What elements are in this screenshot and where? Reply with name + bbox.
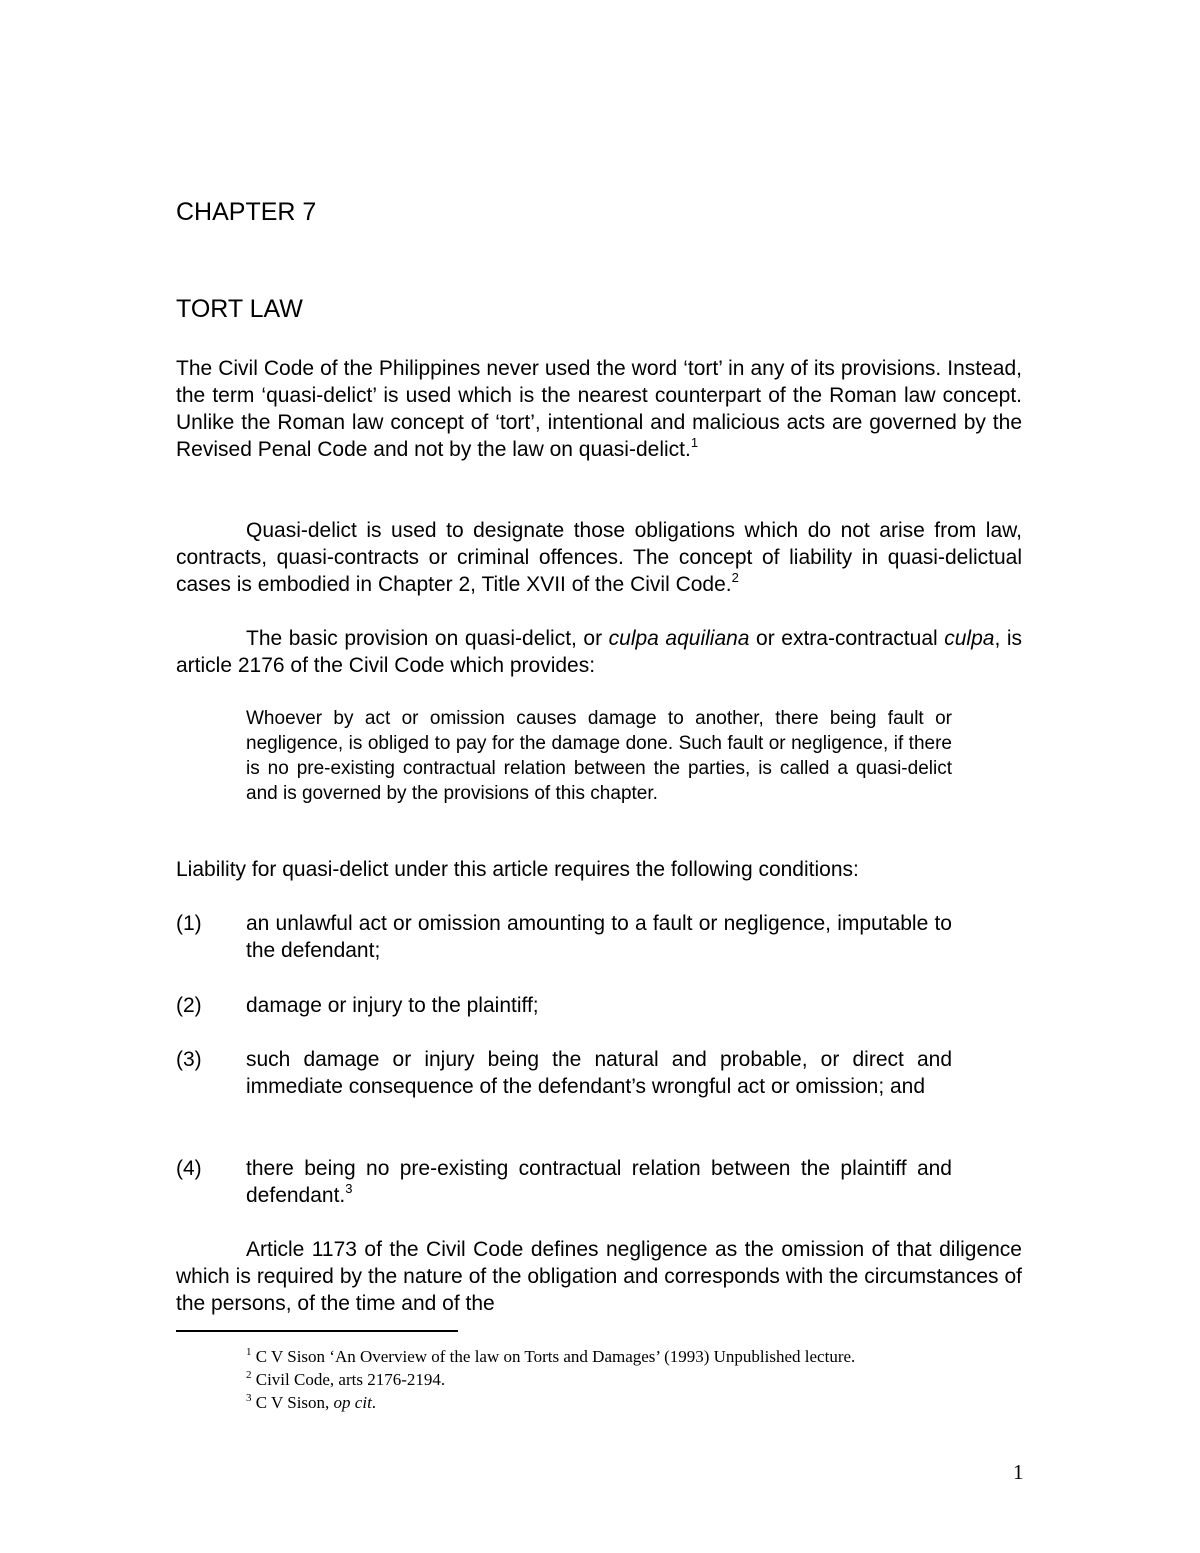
block-quote-article-2176: Whoever by act or omission causes damage to another, there being fault or negligence, is obliged to pay for the damage done. Such fault or negligence, if there is no pre-existing contractual relation between the parties, is called a quasi-delict and is governed by the provisions of this chapter. [246,708,952,804]
paragraph-text: , is article 2176 of the Civil Code which provides: [176,627,1022,677]
condition-text: there being no pre-existing contractual relation between the plaintiff and defendant. [246,1157,952,1207]
chapter-heading: CHAPTER 7 [176,198,317,226]
footnote-divider [176,1330,458,1332]
footnote-3 [246,1392,376,1414]
condition-number: (2) [176,994,202,1017]
paragraph-text: Quasi-delict is used to designate those obligations which do not arise from law, contracts, quasi-contracts or criminal offences. The concept of liability in quasi-delictual cases is embodied in Chapter 2, Title XVII of the Civil Code. [176,519,1022,596]
italic-term: culpa [944,627,995,650]
footnote-ref[interactable]: 3 [345,1181,353,1196]
footnote-text: C V Sison, [255,1393,334,1412]
paragraph-conditions-intro: Liability for quasi-delict under this article requires the following conditions: [176,858,859,881]
footnote-number: 3 [246,1392,252,1404]
footnote-ref[interactable]: 1 [690,435,699,450]
page-number: 1 [1013,1460,1024,1484]
paragraph-text: or extra-contractual [749,627,945,650]
condition-text: damage or injury to the plaintiff; [246,994,539,1017]
condition-number: (3) [176,1048,202,1071]
italic-term: culpa aquiliana [608,627,750,650]
chapter-title: TORT LAW [176,295,303,323]
condition-number: (1) [176,912,202,935]
condition-text: such damage or injury being the natural and probable, or direct and immediate consequence of the defendant’s wrongful act or omission; and [246,1048,952,1098]
footnote-text: Civil Code, arts 2176-2194. [255,1370,446,1389]
footnote-1 [246,1346,855,1368]
condition-text-wrap [246,1155,952,1209]
paragraph-text: The basic provision on quasi-delict, or [246,627,609,650]
paragraph-article-1173: Article 1173 of the Civil Code defines negligence as the omission of that diligence which is required by the nature of the obligation and corresponds with the circumstances of the persons, of the time and of the [176,1238,1022,1315]
paragraph-quasi-delict [176,517,1022,598]
footnote-2 [246,1369,445,1391]
footnote-italic: op cit [333,1393,372,1412]
footnote-ref[interactable]: 2 [731,570,739,585]
paragraph-text: The Civil Code of the Philippines never used the word ‘tort’ in any of its provisions. Instead, the term ‘quasi-delict’ is used which is the nearest counterpart of the Roman law concept. Unlike the Roman law concept of ‘tort’, intentional and malicious acts are governed by the Revised Penal Code and not by the law on quasi-delict. [176,357,1022,461]
footnote-text: C V Sison ‘An Overview of the law on Torts and Damages’ (1993) Unpublished lecture. [255,1347,856,1366]
condition-number: (4) [176,1157,202,1180]
condition-text: an unlawful act or omission amounting to a fault or negligence, imputable to the defendant; [246,912,952,962]
paragraph-intro [176,355,1022,463]
footnote-number: 1 [246,1346,252,1358]
footnote-number: 2 [246,1369,252,1381]
paragraph-basic-provision [176,625,1022,679]
footnote-text-end: . [371,1393,377,1412]
